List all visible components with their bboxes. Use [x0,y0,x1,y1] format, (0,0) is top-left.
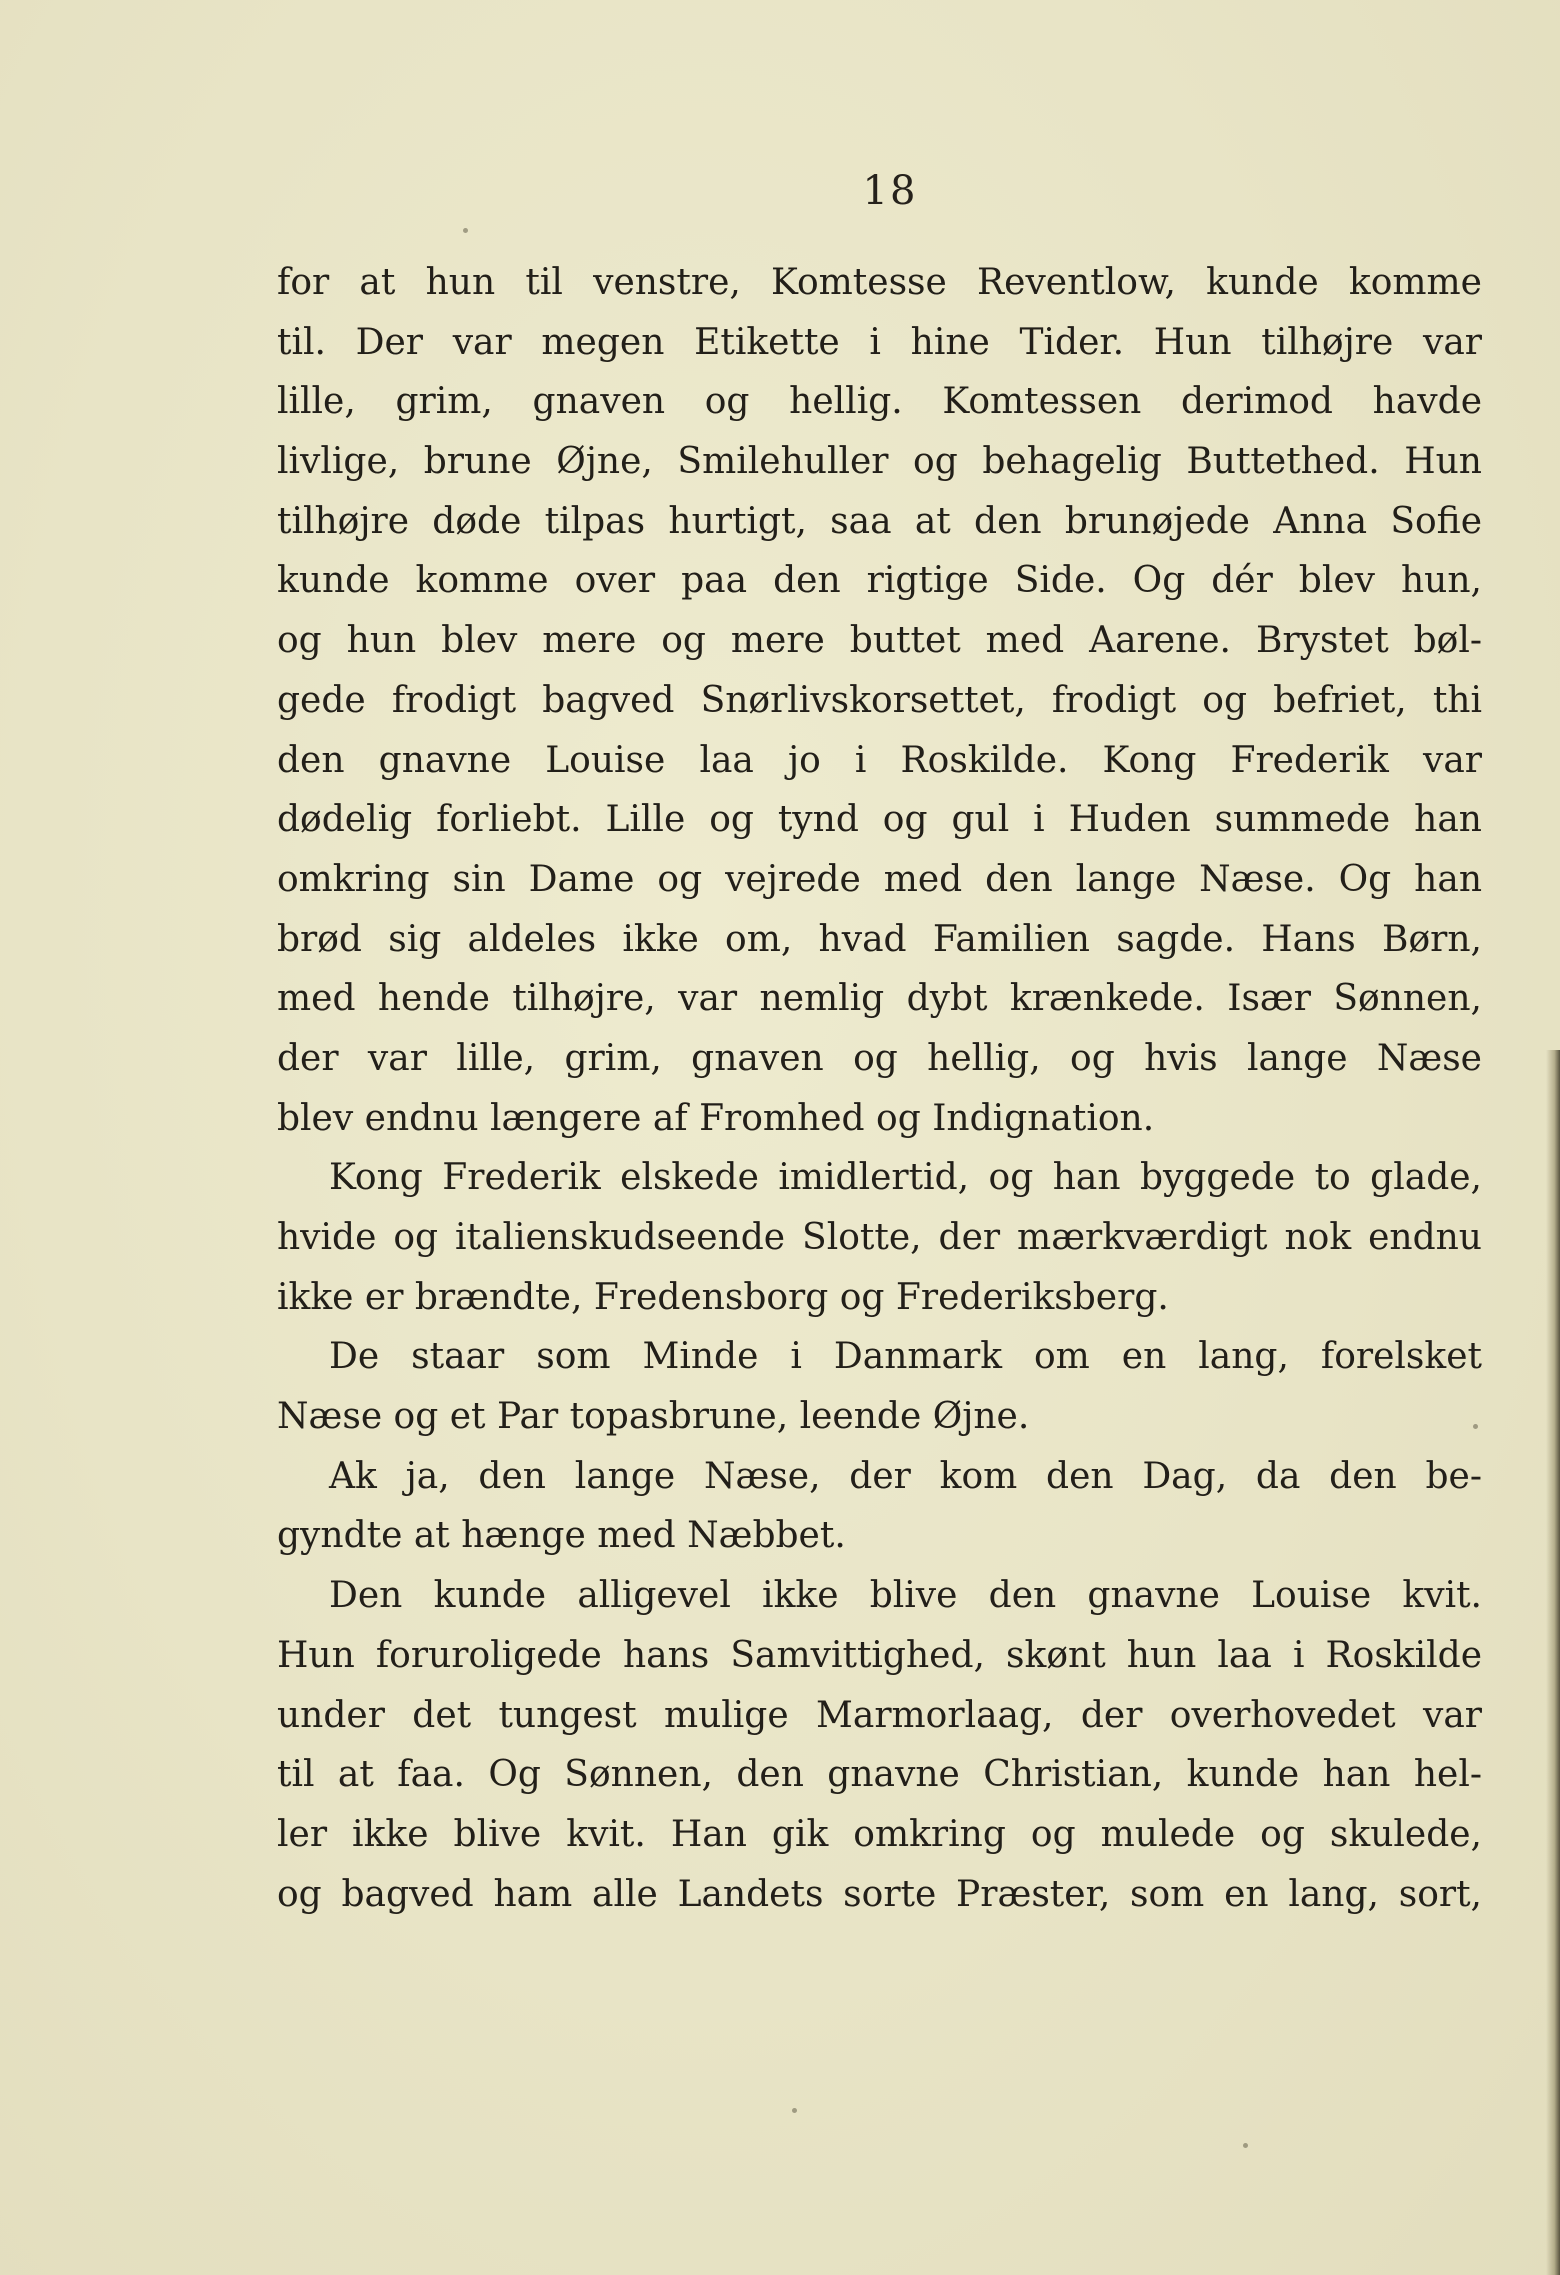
text-line: livlige, brune Øjne, Smilehuller og behagelig Buttethed. Hun [277,441,1482,483]
text-line: under det tungest mulige Marmorlaag, der overhovedet var [277,1694,1482,1736]
text-line: Kong Frederik elskede imidlertid, og han byggede to glade, [329,1157,1482,1199]
paper-speck [1243,2143,1248,2148]
text-line: brød sig aldeles ikke om, hvad Familien sagde. Hans Børn, [277,918,1482,960]
text-line: dødelig forliebt. Lille og tynd og gul i Huden summede han [277,799,1482,841]
text-line: der var lille, grim, gnaven og hellig, og hvis lange Næse [277,1037,1482,1079]
text-line: gyndte at hænge med Næbbet. [277,1515,846,1557]
text-line: Ak ja, den lange Næse, der kom den Dag, da den be- [329,1455,1482,1497]
text-line: Hun foruroligede hans Samvittighed, skønt hun laa i Roskilde [277,1634,1482,1676]
text-line: hvide og italienskudseende Slotte, der mærkværdigt nok endnu [277,1217,1482,1258]
text-line: omkring sin Dame og vejrede med den lange Næse. Og han [277,858,1482,900]
text-line: og hun blev mere og mere buttet med Aarene. Brystet bøl- [277,620,1482,662]
text-line: blev endnu længere af Fromhed og Indignation. [277,1097,1155,1139]
text-line: for at hun til venstre, Komtesse Reventlow, kunde komme [277,262,1482,303]
page-number: 18 [862,168,918,214]
body-text [277,253,1482,1924]
text-line: til. Der var megen Etikette i hine Tider. Hun tilhøjre var [277,321,1482,363]
text-line: lille, grim, gnaven og hellig. Komtessen derimod havde [277,381,1482,423]
text-line: og bagved ham alle Landets sorte Præster, som en lang, sort, [277,1873,1482,1915]
text-line: med hende tilhøjre, var nemlig dybt krænkede. Især Sønnen, [277,978,1482,1020]
text-line: tilhøjre døde tilpas hurtigt, saa at den brunøjede Anna Sofie [277,500,1482,542]
text-line: kunde komme over paa den rigtige Side. Og dér blev hun, [277,560,1482,602]
text-line: De staar som Minde i Danmark om en lang, forelsket [329,1336,1482,1378]
paper-speck [463,228,468,233]
text-line: den gnavne Louise laa jo i Roskilde. Kong Frederik var [277,739,1482,781]
text-line: gede frodigt bagved Snørlivskorsettet, frodigt og befriet, thi [277,679,1482,721]
text-line: Næse og et Par topasbrune, leende Øjne. [277,1396,1030,1438]
page-edge-shadow [1546,1050,1560,2275]
text-line: ikke er brændte, Fredensborg og Frederiksberg. [277,1276,1169,1318]
text-line: til at faa. Og Sønnen, den gnavne Christian, kunde han hel- [277,1754,1482,1796]
paper-speck [792,2108,797,2113]
text-line: Den kunde alligevel ikke blive den gnavne Louise kvit. [329,1575,1482,1617]
text-line: ler ikke blive kvit. Han gik omkring og mulede og skulede, [277,1813,1482,1855]
